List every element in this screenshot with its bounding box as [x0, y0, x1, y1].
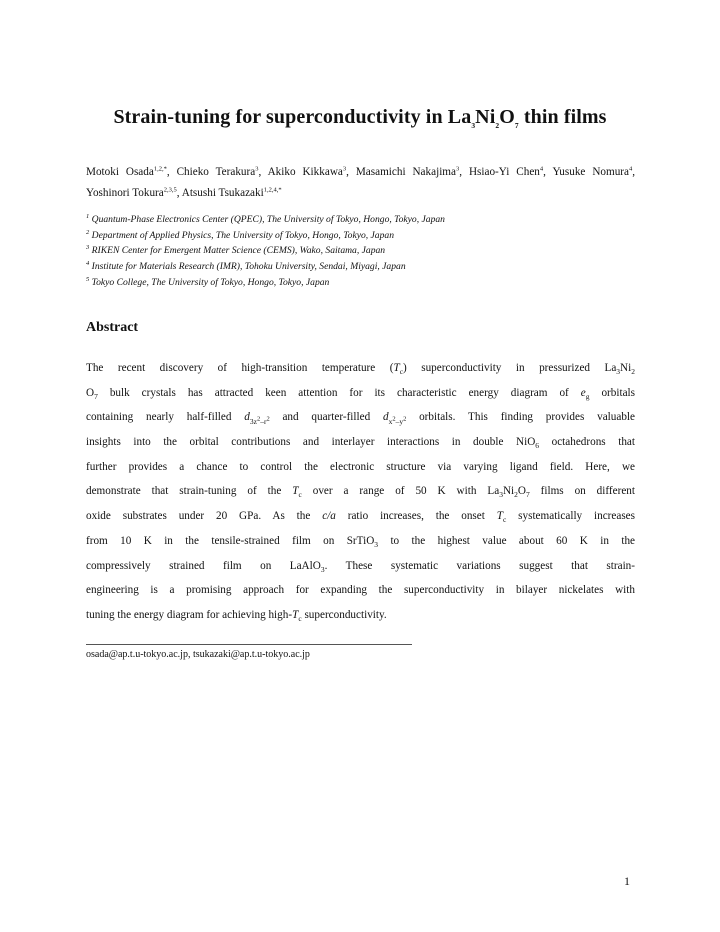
abstract-italic: d	[244, 411, 250, 424]
author-affiliation-marks: 3	[342, 165, 347, 173]
affiliation	[86, 275, 646, 291]
affiliation	[86, 243, 646, 259]
abstract-subscript: c	[298, 614, 302, 624]
abstract-text: orbitals	[589, 386, 636, 399]
abstract-text: systematically increases	[506, 510, 636, 523]
abstract-line	[86, 603, 635, 628]
affiliation-text: Quantum-Phase Electronics Center (QPEC), The University of Tokyo, Hongo, Tokyo, Japan	[89, 214, 445, 225]
author	[86, 187, 182, 199]
abstract-text: compressively strained film on LaAlO	[86, 559, 321, 572]
author-name: Atsushi Tsukazaki	[181, 187, 264, 199]
abstract-subscript: 7	[525, 490, 530, 500]
abstract-text: octahedrons that	[539, 436, 635, 449]
abstract-text: over a range of 50 K with La	[301, 485, 500, 498]
author-affiliation-marks: 2,3,5	[163, 186, 177, 194]
abstract-subscript: x	[388, 416, 393, 426]
author-name: Hsiao-Yi Chen	[468, 166, 540, 178]
abstract-text: from 10 K in the tensile-strained film on SrTiO	[86, 534, 375, 547]
abstract-subscript: 3z	[249, 416, 257, 426]
abstract-superscript: 2	[256, 415, 261, 423]
affiliation-text: Department of Applied Physics, The University of Tokyo, Hongo, Tokyo, Japan	[89, 229, 394, 241]
abstract-line	[86, 504, 635, 529]
affiliation-text: Institute for Materials Research (IMR), Tohoku University, Sendai, Miyagi, Japan	[89, 261, 406, 273]
author-list	[86, 162, 635, 204]
abstract-italic: e	[580, 386, 586, 399]
abstract-line	[86, 554, 635, 579]
author-name: Akiko Kikkawa	[267, 166, 343, 178]
author-affiliation-marks: 1,2,*	[153, 165, 167, 173]
abstract-text: oxide substrates under 20 GPa. As the	[86, 510, 323, 523]
affiliation-text: RIKEN Center for Emergent Matter Science (CEMS), Wako, Saitama, Japan	[89, 245, 386, 257]
author-affiliation-marks: 1,2,4,*	[263, 186, 282, 194]
author-affiliation-marks: 4	[539, 165, 544, 173]
author-affiliation-marks: 3	[255, 165, 259, 173]
page-number: 1	[624, 874, 630, 888]
author-name: Yusuke Nomura	[552, 166, 629, 178]
author	[469, 166, 553, 178]
author	[356, 166, 469, 178]
abstract-subscript: 3	[499, 490, 503, 500]
title-subscript: 2	[495, 121, 500, 130]
abstract-italic: T	[292, 608, 299, 621]
author-name: Yoshinori Tokura	[86, 187, 164, 199]
abstract-text: ratio increases, the onset	[335, 510, 497, 523]
title-text: Ni	[475, 106, 496, 128]
abstract-italic: T	[292, 485, 299, 498]
abstract-line	[86, 479, 635, 504]
abstract-text: and quarter-filled	[269, 411, 383, 424]
abstract-line	[86, 430, 635, 455]
abstract-text: further provides a chance to control the electronic structure via varying ligand field. Here, we	[86, 460, 635, 473]
affiliation-list	[86, 212, 646, 291]
title-text: O	[499, 106, 515, 128]
affiliation-number: 3	[86, 244, 90, 252]
abstract-subscript: c	[399, 367, 404, 377]
author	[552, 166, 635, 178]
abstract-italic: c/a	[322, 510, 336, 523]
abstract-italic: T	[393, 362, 400, 374]
abstract-text: bulk crystals has attracted keen attention for its characteristic energy diagram of	[97, 386, 581, 399]
affiliation	[86, 212, 646, 228]
abstract-superscript: 2	[403, 415, 407, 423]
abstract-subscript: c	[298, 490, 302, 500]
abstract-superscript: 2	[392, 415, 396, 423]
abstract-subscript: 3	[374, 540, 379, 550]
abstract-body	[86, 356, 635, 628]
abstract-line	[86, 455, 635, 480]
abstract-text: orbitals. This finding provides valuable	[406, 411, 635, 424]
abstract-subscript: 3	[320, 564, 325, 574]
title-subscript: 7	[514, 121, 519, 130]
abstract-text: superconductivity.	[301, 608, 387, 621]
abstract-subscript: 2	[514, 490, 518, 500]
affiliation-number: 5	[86, 275, 90, 283]
abstract-text: insights into the orbital contributions and interlayer interactions in double NiO	[86, 436, 536, 449]
abstract-subscript: 3	[616, 367, 621, 377]
author-name: Motoki Osada	[86, 166, 154, 178]
author-separator: ,	[346, 166, 356, 178]
abstract-text: O	[517, 485, 526, 498]
affiliation-number: 2	[86, 228, 90, 236]
author-separator: ,	[632, 166, 636, 178]
orbital-subscript	[389, 417, 407, 426]
abstract-text: O	[86, 386, 95, 399]
abstract-text: The recent discovery of high-transition temperature (	[86, 362, 394, 374]
abstract-text: tuning the energy diagram for achieving high-	[86, 608, 293, 621]
abstract-line	[86, 381, 635, 406]
corresponding-email-footnote: osada@ap.t.u-tokyo.ac.jp, tsukazaki@ap.t.u-tokyo.ac.jp	[86, 649, 310, 660]
author-affiliation-marks: 3	[455, 165, 460, 173]
abstract-subscript: –r	[260, 416, 267, 426]
abstract-line	[86, 529, 635, 554]
abstract-subscript: –y	[395, 416, 404, 426]
affiliation-number: 4	[86, 259, 90, 267]
author	[268, 166, 356, 178]
abstract-heading: Abstract	[86, 320, 139, 335]
abstract-subscript: g	[585, 391, 590, 401]
abstract-italic: T	[496, 510, 503, 523]
title-subscript: 3	[471, 121, 476, 130]
abstract-subscript: 2	[631, 367, 635, 377]
affiliation-number: 1	[86, 212, 90, 220]
abstract-text: . These systematic variations suggest that strain-	[324, 559, 636, 572]
abstract-text: engineering is a promising approach for expanding the superconductivity in bilayer nickelates with	[86, 584, 635, 597]
author-name: Masamichi Nakajima	[355, 166, 456, 178]
author-affiliation-marks: 4	[628, 165, 633, 173]
author-separator: ,	[166, 166, 177, 178]
abstract-subscript: 6	[535, 441, 540, 451]
title-text: thin films	[518, 106, 607, 128]
author	[177, 166, 268, 178]
abstract-text: containing nearly half-filled	[86, 411, 245, 424]
abstract-text: films on different	[529, 485, 635, 498]
author-separator: ,	[258, 166, 268, 178]
author-name: Chieko Terakura	[176, 166, 256, 178]
footnote-divider	[86, 644, 412, 645]
affiliation	[86, 259, 646, 275]
author-separator: ,	[459, 166, 469, 178]
abstract-subscript: 7	[94, 391, 98, 401]
abstract-superscript: 2	[266, 415, 270, 423]
abstract-text: to the highest value about 60 K in the	[378, 534, 636, 547]
abstract-text: demonstrate that strain-tuning of the	[86, 485, 293, 498]
affiliation-text: Tokyo College, The University of Tokyo, Hongo, Tokyo, Japan	[89, 276, 330, 288]
abstract-text: Ni	[620, 362, 632, 374]
paper-title	[0, 106, 720, 129]
abstract-italic: d	[382, 411, 389, 424]
abstract-line	[86, 405, 635, 430]
author-separator: ,	[176, 187, 182, 199]
abstract-line	[86, 356, 635, 381]
abstract-subscript: c	[502, 515, 507, 525]
affiliation	[86, 228, 646, 244]
author	[182, 187, 282, 199]
author-separator: ,	[543, 166, 553, 178]
title-text: Strain-tuning for superconductivity in La	[113, 106, 472, 128]
abstract-line	[86, 578, 635, 603]
abstract-text: ) superconductivity in pressurized La	[403, 362, 617, 374]
orbital-subscript	[250, 417, 270, 426]
abstract-text: Ni	[502, 485, 515, 498]
author	[86, 166, 177, 178]
